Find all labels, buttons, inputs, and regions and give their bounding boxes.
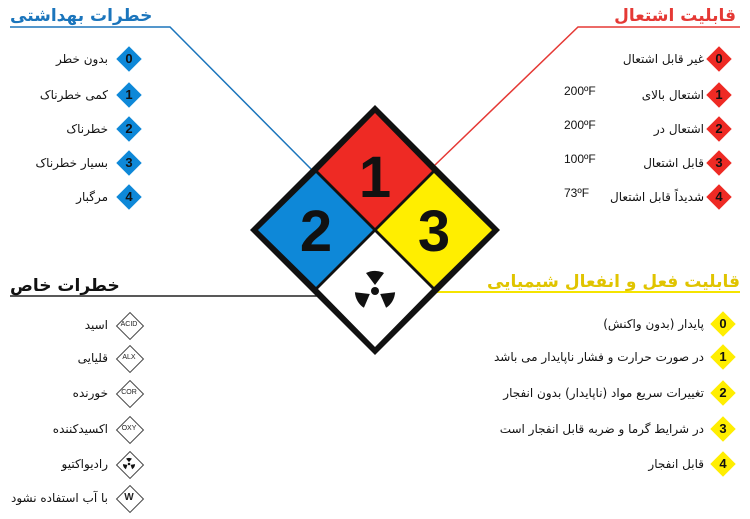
radioactive-symbol [116, 451, 142, 477]
flammability-level-badge [708, 118, 730, 140]
health-level-badge [118, 186, 140, 208]
special-hazard-label: قلیایی [77, 351, 108, 365]
health-item [0, 118, 150, 142]
health-level-label: مرگبار [76, 190, 108, 204]
flammability-level-number: 1 [715, 87, 723, 102]
flammability-level-label: شدیداً قابل اشتعال [610, 190, 704, 204]
reactivity-level-number: 3 [719, 421, 727, 436]
reactivity-level-badge [712, 346, 734, 368]
water-reactive-symbol [116, 485, 142, 511]
flammability-level-label: اشتعال در [653, 122, 704, 136]
flammability-item [540, 152, 750, 176]
health-item [0, 48, 150, 72]
reactivity-level-label: در صورت حرارت و فشار ناپایدار می باشد [493, 350, 704, 364]
alkali-symbol [116, 345, 142, 371]
reactivity-level-label: تغییرات سریع مواد (ناپایدار) بدون انفجار [503, 386, 704, 400]
reactivity-level-label: قابل انفجار [648, 457, 704, 471]
health-level-label: بسیار خطرناک [35, 156, 108, 170]
reactivity-level-number: 0 [719, 316, 727, 331]
special-hazard-label: با آب استفاده نشود [10, 491, 108, 505]
reactivity-level-badge [712, 313, 734, 335]
reactivity-value: 3 [417, 199, 451, 264]
special-hazard-item [0, 451, 150, 479]
health-level-number: 4 [125, 189, 133, 204]
flammability-level-badge [708, 84, 730, 106]
special-hazard-label: رادیواکتیو [61, 457, 108, 471]
reactivity-level-badge [712, 382, 734, 404]
reactivity-level-label: در شرایط گرما و ضربه قابل انفجار است [499, 422, 704, 436]
flammability-item [540, 186, 750, 210]
health-item [0, 152, 150, 176]
health-value: 2 [299, 199, 333, 264]
health-level-badge [118, 84, 140, 106]
health-item [0, 186, 150, 210]
special-hazard-item [0, 416, 150, 444]
reactivity-item [440, 382, 740, 406]
health-level-badge [118, 152, 140, 174]
special-code: COR [121, 389, 137, 396]
reactivity-level-number: 4 [719, 456, 727, 471]
flammability-level-label: اشتعال بالای [641, 88, 704, 102]
flammability-temperature: 200ºF [564, 118, 596, 132]
flammability-level-badge [708, 186, 730, 208]
reactivity-title: قابلیت فعل و انفعال شیمیایی [486, 272, 740, 292]
health-level-label: کمی خطرناک [39, 88, 108, 102]
health-level-number: 1 [125, 87, 133, 102]
flammability-value: 1 [358, 145, 392, 210]
flammability-title: قابلیت اشتعال [614, 6, 736, 26]
special-hazard-item [0, 312, 150, 340]
oxidizer-symbol [116, 416, 142, 442]
reactivity-level-badge [712, 418, 734, 440]
special-hazard-label: اسید [84, 318, 108, 332]
health-level-number: 3 [125, 155, 133, 170]
health-level-label: بدون خطر [56, 52, 108, 66]
flammability-level-number: 3 [715, 155, 723, 170]
flammability-item [540, 84, 750, 108]
special-hazard-label: خورنده [72, 386, 108, 400]
special-hazard-item [0, 485, 150, 513]
health-level-number: 0 [125, 51, 133, 66]
flammability-level-label: غیر قابل اشتعال [622, 52, 704, 66]
reactivity-level-badge [712, 453, 734, 475]
special-code: ACID [120, 321, 138, 328]
health-item [0, 84, 150, 108]
reactivity-item [440, 453, 740, 477]
flammability-level-number: 4 [715, 189, 723, 204]
health-level-label: خطرناک [66, 122, 108, 136]
flammability-temperature: 73ºF [564, 186, 590, 200]
flammability-level-number: 2 [715, 121, 723, 136]
special-code: W [124, 492, 134, 503]
flammability-temperature: 200ºF [564, 84, 596, 98]
health-level-badge [118, 118, 140, 140]
reactivity-level-number: 1 [719, 349, 727, 364]
health-level-badge [118, 48, 140, 70]
nfpa-diamond [250, 105, 500, 355]
flammability-item [540, 118, 750, 142]
special-code: ALX [122, 354, 136, 361]
flammability-level-number: 0 [715, 51, 723, 66]
flammability-level-badge [708, 48, 730, 70]
special-hazard-item [0, 380, 150, 408]
radiation-icon [122, 457, 136, 471]
flammability-level-badge [708, 152, 730, 174]
health-title: خطرات بهداشتی [10, 6, 153, 26]
flammability-item [540, 48, 750, 72]
reactivity-item [440, 418, 740, 442]
special-title: خطرات خاص [10, 276, 120, 296]
special-hazard-item [0, 345, 150, 373]
special-code: OXY [121, 425, 137, 432]
flammability-temperature: 100ºF [564, 152, 596, 166]
corrosive-symbol [116, 380, 142, 406]
reactivity-level-number: 2 [719, 385, 727, 400]
reactivity-level-label: پایدار (بدون واکنش) [603, 317, 704, 331]
acid-symbol [116, 312, 142, 338]
flammability-level-label: قابل اشتعال [643, 156, 704, 170]
special-hazard-label: اکسیدکننده [52, 422, 108, 436]
health-level-number: 2 [125, 121, 133, 136]
